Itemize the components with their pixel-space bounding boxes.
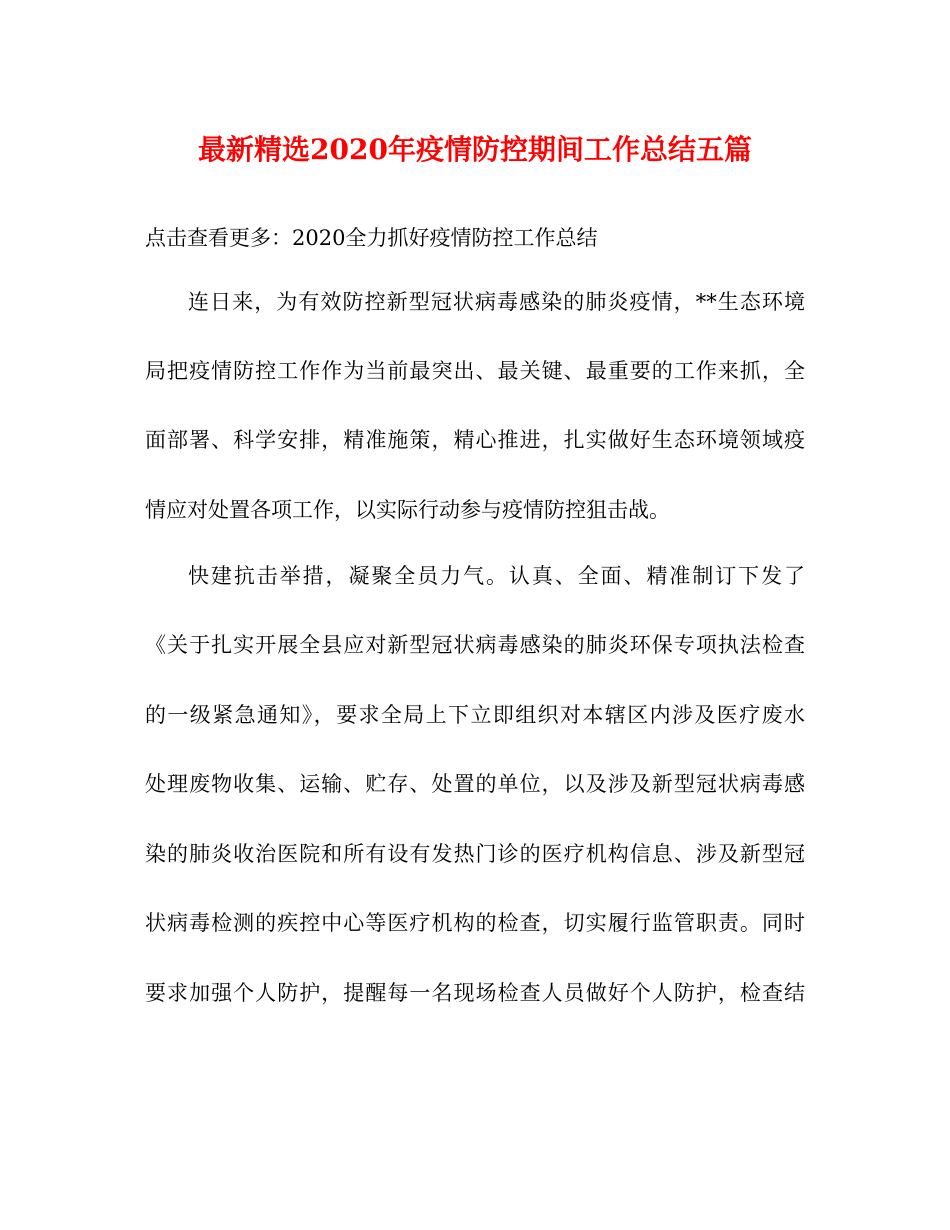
paragraph-line: 要求加强个人防护，提醒每一名现场检查人员做好个人防护，检查结 [145,981,805,1005]
paragraph-line: 局把疫情防控工作作为当前最突出、最关键、最重要的工作来抓，全 [145,359,805,383]
see-more-link[interactable]: 点击查看更多：2020全力抓好疫情防控工作总结 [145,226,598,250]
paragraph-line: 状病毒检测的疾控中心等医疗机构的检查，切实履行监管职责。同时 [145,911,805,935]
paragraph-line: 连日来，为有效防控新型冠状病毒感染的肺炎疫情，**生态环境 [188,290,805,314]
paragraph-line: 处理废物收集、运输、贮存、处置的单位，以及涉及新型冠状病毒感 [145,772,805,796]
paragraph-line: 情应对处置各项工作，以实际行动参与疫情防控狙击战。 [145,498,670,522]
paragraph-line: 快建抗击举措，凝聚全员力气。认真、全面、精准制订下发了 [188,564,805,588]
document-title: 最新精选2020年疫情防控期间工作总结五篇 [198,133,752,166]
paragraph-line: 的一级紧急通知》，要求全局上下立即组织对本辖区内涉及医疗废水 [145,703,805,727]
paragraph-line: 染的肺炎收治医院和所有设有发热门诊的医疗机构信息、涉及新型冠 [145,842,805,866]
paragraph-line: 面部署、科学安排，精准施策，精心推进，扎实做好生态环境领域疫 [145,428,805,452]
paragraph-line: 《关于扎实开展全县应对新型冠状病毒感染的肺炎环保专项执法检查 [145,633,805,657]
